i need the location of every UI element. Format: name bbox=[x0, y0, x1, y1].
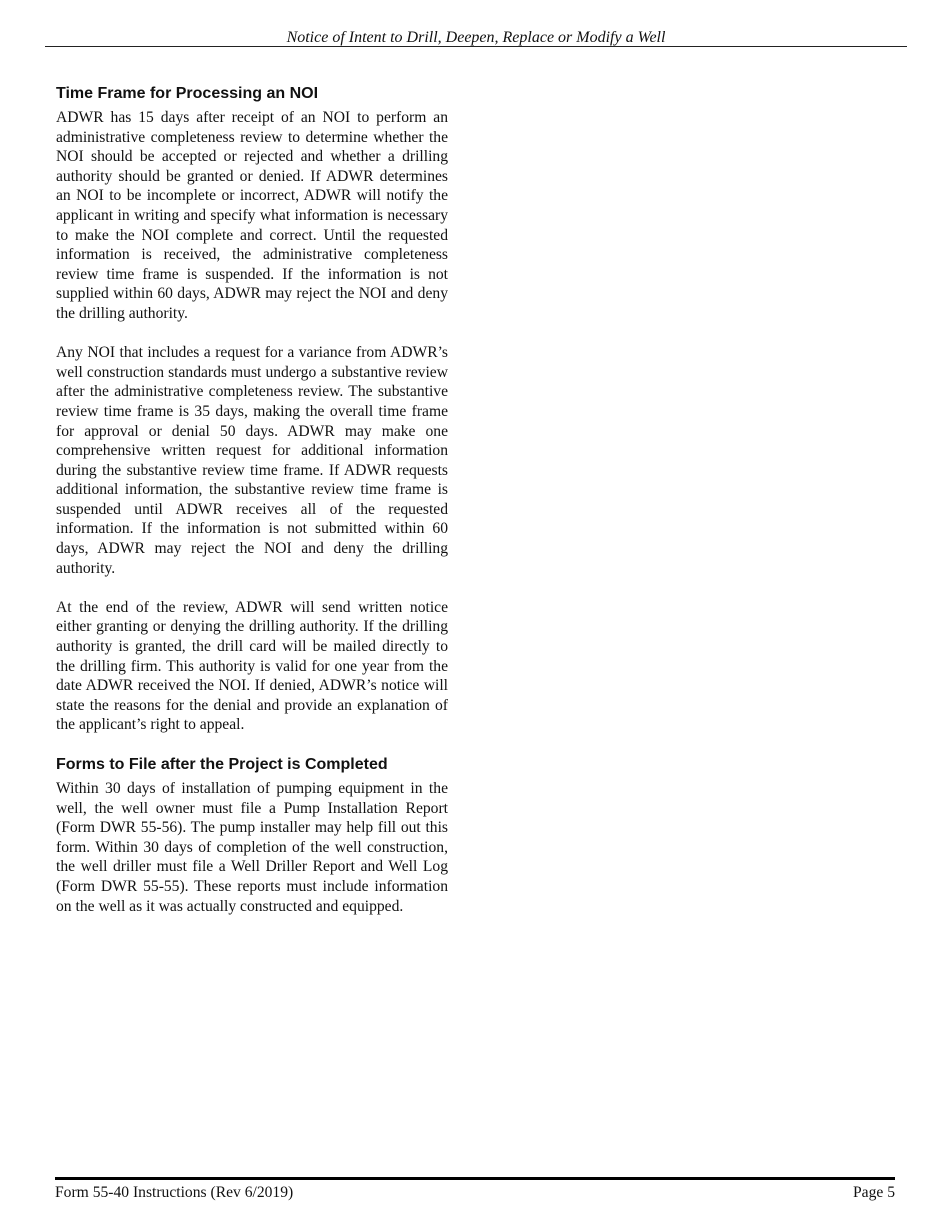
paragraph: At the end of the review, ADWR will send written notice either granting or denying the drilling authority. If the drilling authority is granted, the drill card will be mailed directly to the drilling firm. This authority is valid for one year from the date ADWR received the NOI. If denied, ADWR’s notice will state the reasons for the denial and provide an explanation of the applicant’s right to appeal. bbox=[56, 598, 448, 734]
paragraph: ADWR has 15 days after receipt of an NOI to perform an administrative completeness review to determine whether the NOI should be accepted or rejected and whether a drilling authority should be granted or denied. If ADWR determines an NOI to be incomplete or incorrect, ADWR will notify the applicant in writing and specify what information is necessary to make the NOI complete and correct. Until the requested information is received, the administrative completeness review time frame is suspended. If the information is not supplied within 60 days, ADWR may reject the NOI and deny the drilling authority. bbox=[56, 109, 448, 322]
page-header bbox=[45, 28, 907, 47]
section-forms-to-file bbox=[56, 755, 448, 916]
header-title: Notice of Intent to Drill, Deepen, Replace or Modify a Well bbox=[286, 29, 666, 46]
section-heading: Time Frame for Processing an NOI bbox=[56, 85, 319, 102]
form-revision-label: Form 55-40 Instructions (Rev 6/2019) bbox=[55, 1184, 294, 1201]
section-time-frame bbox=[56, 84, 448, 735]
page-footer bbox=[55, 1177, 895, 1203]
paragraph: Any NOI that includes a request for a variance from ADWR’s well construction standards must undergo a substantive review after the administrative completeness review. The substantive review time frame is 35 days, making the overall time frame for approval or denial 50 days. ADWR may make one comprehensive written request for additional information during the substantive review time frame. If ADWR requests additional information, the substantive review time frame is suspended until ADWR receives all of the requested information. If the information is not submitted within 60 days, ADWR may reject the NOI and deny the drilling authority. bbox=[56, 344, 448, 577]
main-column bbox=[56, 84, 448, 916]
page-number: Page 5 bbox=[852, 1184, 895, 1201]
section-heading: Forms to File after the Project is Completed bbox=[56, 756, 388, 773]
paragraph: Within 30 days of installation of pumping equipment in the well, the well owner must file a Pump Installation Report (Form DWR 55-56). The pump installer may help fill out this form. Within 30 days of completion of the well construction, the well driller must file a Well Driller Report and Well Log (Form DWR 55-55). These reports must include information on the well as it was actually constructed and equipped. bbox=[56, 780, 448, 915]
